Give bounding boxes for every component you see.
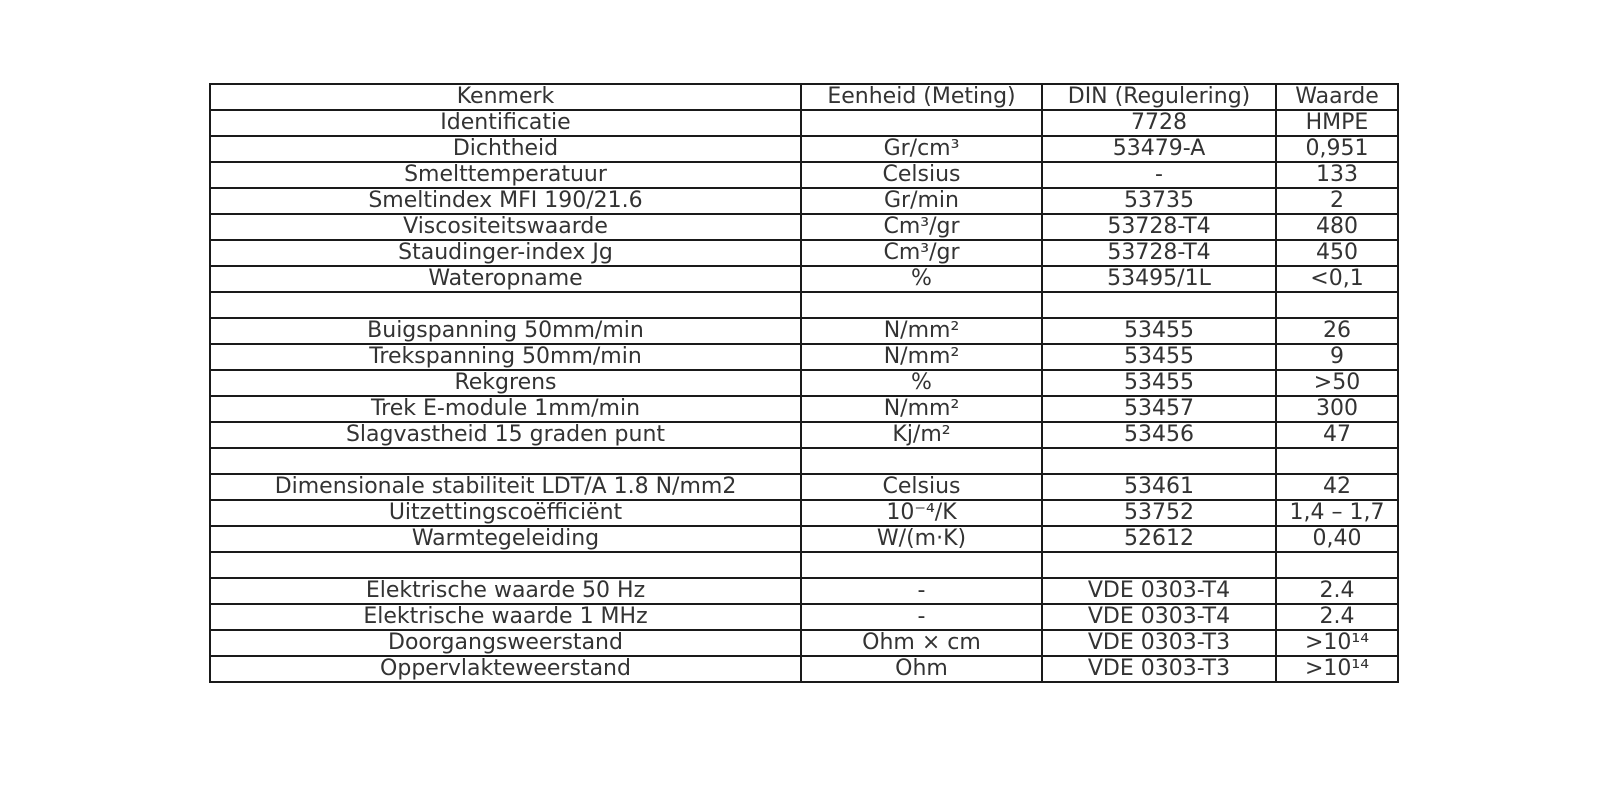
cell-waarde: 2.4 — [1276, 578, 1398, 604]
cell-kenmerk: Smelttemperatuur — [210, 162, 801, 188]
cell-eenheid: Cm³/gr — [801, 240, 1042, 266]
table-row — [210, 188, 1398, 214]
cell-eenheid: N/mm² — [801, 344, 1042, 370]
cell-waarde: 0,951 — [1276, 136, 1398, 162]
cell-kenmerk: Doorgangsweerstand — [210, 630, 801, 656]
cell-din: - — [1042, 162, 1276, 188]
cell-waarde: 450 — [1276, 240, 1398, 266]
table-row — [210, 162, 1398, 188]
cell-waarde: 480 — [1276, 214, 1398, 240]
table-row — [210, 396, 1398, 422]
cell-din: 53495/1L — [1042, 266, 1276, 292]
table-row — [210, 448, 1398, 474]
cell-eenheid — [801, 552, 1042, 578]
table-row — [210, 578, 1398, 604]
table-row — [210, 422, 1398, 448]
cell-eenheid: - — [801, 578, 1042, 604]
cell-waarde: 26 — [1276, 318, 1398, 344]
cell-kenmerk: Rekgrens — [210, 370, 801, 396]
cell-din: VDE 0303-T4 — [1042, 604, 1276, 630]
table-row — [210, 526, 1398, 552]
cell-din: 53456 — [1042, 422, 1276, 448]
cell-din: 7728 — [1042, 110, 1276, 136]
cell-waarde — [1276, 552, 1398, 578]
table-row — [210, 214, 1398, 240]
cell-kenmerk — [210, 552, 801, 578]
cell-din: 53479-A — [1042, 136, 1276, 162]
cell-waarde: 2 — [1276, 188, 1398, 214]
table-row — [210, 110, 1398, 136]
table-row — [210, 630, 1398, 656]
cell-waarde: 47 — [1276, 422, 1398, 448]
cell-kenmerk: Uitzettingscoëfficiënt — [210, 500, 801, 526]
cell-din — [1042, 552, 1276, 578]
cell-kenmerk: Identificatie — [210, 110, 801, 136]
cell-eenheid: Ohm — [801, 656, 1042, 682]
header-row — [210, 84, 1398, 110]
cell-kenmerk: Dimensionale stabiliteit LDT/A 1.8 N/mm2 — [210, 474, 801, 500]
table-body — [210, 110, 1398, 682]
cell-waarde: 1,4 – 1,7 — [1276, 500, 1398, 526]
cell-din: VDE 0303-T3 — [1042, 656, 1276, 682]
cell-eenheid: % — [801, 370, 1042, 396]
cell-kenmerk: Trek E-module 1mm/min — [210, 396, 801, 422]
cell-din: 53728-T4 — [1042, 214, 1276, 240]
cell-din: 53461 — [1042, 474, 1276, 500]
cell-kenmerk: Dichtheid — [210, 136, 801, 162]
cell-kenmerk: Smeltindex MFI 190/21.6 — [210, 188, 801, 214]
cell-waarde: 300 — [1276, 396, 1398, 422]
cell-waarde: HMPE — [1276, 110, 1398, 136]
cell-din: 53735 — [1042, 188, 1276, 214]
cell-kenmerk: Buigspanning 50mm/min — [210, 318, 801, 344]
cell-din: 53728-T4 — [1042, 240, 1276, 266]
table-row — [210, 344, 1398, 370]
cell-eenheid: N/mm² — [801, 318, 1042, 344]
cell-eenheid: % — [801, 266, 1042, 292]
cell-eenheid: W/(m·K) — [801, 526, 1042, 552]
cell-kenmerk: Trekspanning 50mm/min — [210, 344, 801, 370]
cell-eenheid: Gr/cm³ — [801, 136, 1042, 162]
cell-kenmerk: Slagvastheid 15 graden punt — [210, 422, 801, 448]
cell-waarde: >50 — [1276, 370, 1398, 396]
cell-kenmerk: Wateropname — [210, 266, 801, 292]
cell-waarde: 42 — [1276, 474, 1398, 500]
cell-waarde: <0,1 — [1276, 266, 1398, 292]
cell-din: 53752 — [1042, 500, 1276, 526]
cell-waarde: 133 — [1276, 162, 1398, 188]
cell-eenheid: - — [801, 604, 1042, 630]
cell-din: 53457 — [1042, 396, 1276, 422]
cell-din — [1042, 448, 1276, 474]
cell-kenmerk: Elektrische waarde 1 MHz — [210, 604, 801, 630]
cell-eenheid — [801, 448, 1042, 474]
cell-waarde: 2.4 — [1276, 604, 1398, 630]
cell-kenmerk: Warmtegeleiding — [210, 526, 801, 552]
cell-din: VDE 0303-T4 — [1042, 578, 1276, 604]
cell-kenmerk: Viscositeitswaarde — [210, 214, 801, 240]
cell-waarde: >10¹⁴ — [1276, 656, 1398, 682]
table-row — [210, 370, 1398, 396]
cell-din: 52612 — [1042, 526, 1276, 552]
table-row — [210, 266, 1398, 292]
table-row — [210, 240, 1398, 266]
header-eenheid: Eenheid (Meting) — [801, 84, 1042, 110]
cell-kenmerk: Elektrische waarde 50 Hz — [210, 578, 801, 604]
table-row — [210, 656, 1398, 682]
cell-waarde: 9 — [1276, 344, 1398, 370]
header-din: DIN (Regulering) — [1042, 84, 1276, 110]
cell-kenmerk — [210, 292, 801, 318]
cell-eenheid — [801, 292, 1042, 318]
cell-eenheid: 10⁻⁴/K — [801, 500, 1042, 526]
table-row — [210, 136, 1398, 162]
cell-din: VDE 0303-T3 — [1042, 630, 1276, 656]
header-waarde: Waarde — [1276, 84, 1398, 110]
cell-din: 53455 — [1042, 370, 1276, 396]
cell-eenheid — [801, 110, 1042, 136]
table-row — [210, 318, 1398, 344]
cell-eenheid: Celsius — [801, 474, 1042, 500]
cell-eenheid: Ohm × cm — [801, 630, 1042, 656]
table-row — [210, 604, 1398, 630]
cell-waarde: 0,40 — [1276, 526, 1398, 552]
cell-eenheid: Celsius — [801, 162, 1042, 188]
cell-din: 53455 — [1042, 318, 1276, 344]
table-row — [210, 500, 1398, 526]
cell-din — [1042, 292, 1276, 318]
properties-table — [209, 83, 1399, 683]
cell-waarde — [1276, 292, 1398, 318]
table-row — [210, 474, 1398, 500]
cell-eenheid: N/mm² — [801, 396, 1042, 422]
cell-eenheid: Kj/m² — [801, 422, 1042, 448]
cell-eenheid: Cm³/gr — [801, 214, 1042, 240]
table-row — [210, 292, 1398, 318]
cell-kenmerk: Oppervlakteweerstand — [210, 656, 801, 682]
table-row — [210, 552, 1398, 578]
cell-kenmerk: Staudinger-index Jg — [210, 240, 801, 266]
cell-eenheid: Gr/min — [801, 188, 1042, 214]
cell-kenmerk — [210, 448, 801, 474]
cell-waarde — [1276, 448, 1398, 474]
header-kenmerk: Kenmerk — [210, 84, 801, 110]
cell-waarde: >10¹⁴ — [1276, 630, 1398, 656]
cell-din: 53455 — [1042, 344, 1276, 370]
